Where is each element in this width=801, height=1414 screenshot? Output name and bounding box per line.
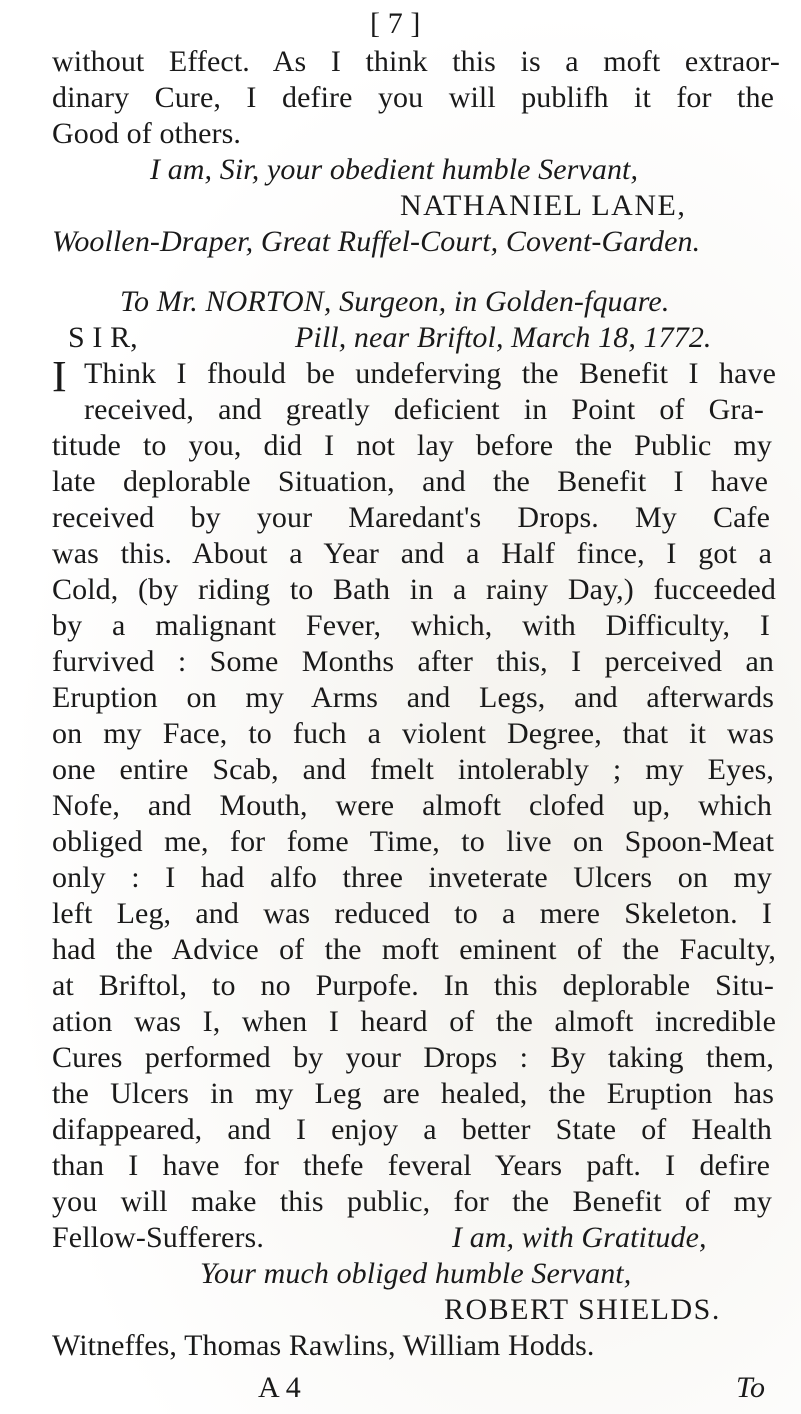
letter2-signer: ROBERT SHIELDS. [444, 1293, 721, 1326]
letter2-closing: Your much obliged humble Servant, [200, 1257, 632, 1290]
witnesses-line: Witneffes, Thomas Rawlins, William Hodds. [52, 1329, 595, 1362]
letter2-body-line-23: than I have for thefe feveral Years paft. I defire [52, 1149, 770, 1182]
letter2-body-line-22: difappeared, and I enjoy a better State of Health [52, 1113, 772, 1146]
letter2-last-line-start: Fellow-Sufferers. [52, 1221, 264, 1254]
letter2-salutation: S I R, [68, 321, 138, 354]
letter2-body-line-21: the Ulcers in my Leg are healed, the Eruption has [52, 1077, 774, 1110]
letter2-body-line-5: received by your Maredant's Drops. My Cafe [52, 501, 770, 534]
letter2-body-line-19: ation was I, when I heard of the almoft incredible [52, 1005, 776, 1038]
letter2-addressee: To Mr. NORTON, Surgeon, in Golden-fquare. [120, 285, 670, 318]
letter1-line-3: Good of others. [52, 117, 241, 150]
letter2-body-line-10: Eruption on my Arms and Legs, and afterwards [52, 681, 774, 714]
letter2-body-line-1: Think I fhould be undeferving the Benefit I have [84, 357, 776, 390]
letter2-body-line-20: Cures performed by your Drops : By taking them, [52, 1041, 774, 1074]
letter1-signer: NATHANIEL LANE, [400, 189, 687, 222]
letter2-body-line-16: left Leg, and was reduced to a mere Skeleton. I [52, 897, 772, 930]
letter2-body-line-15: only : I had alfo three inveterate Ulcers on my [52, 861, 772, 894]
letter2-body-line-11: on my Face, to fuch a violent Degree, that it was [52, 717, 774, 750]
letter1-line-2: dinary Cure, I defire you will publifh it for the [52, 81, 774, 114]
letter2-body-line-7: Cold, (by riding to Bath in a rainy Day,) fucceeded [52, 573, 776, 606]
letter2-body-line-17: had the Advice of the moft eminent of the Faculty, [52, 933, 776, 966]
letter2-place-date: Pill, near Briftol, March 18, 1772. [295, 321, 712, 354]
letter2-body-line-2: received, and greatly deficient in Point of Gra- [84, 393, 764, 426]
signature-mark: A 4 [258, 1371, 301, 1404]
letter2-body-line-9: furvived : Some Months after this, I perceived an [52, 645, 774, 678]
letter2-body-line-24: you will make this public, for the Benefit of my [52, 1185, 772, 1218]
letter2-body-line-18: at Briftol, to no Purpofe. In this deplorable Situ- [52, 969, 774, 1002]
letter2-body-line-14: obliged me, for fome Time, to live on Spoon-Meat [52, 825, 774, 858]
letter1-address: Woollen-Draper, Great Ruffel-Court, Covent-Garden. [52, 225, 701, 258]
letter1-closing: I am, Sir, your obedient humble Servant, [150, 153, 639, 186]
letter1-line-1: without Effect. As I think this is a moft extraor- [52, 45, 780, 78]
letter2-body-line-13: Nofe, and Mouth, were almoft clofed up, which [52, 789, 772, 822]
page-number: [ 7 ] [370, 7, 421, 40]
letter2-body-line-4: late deplorable Situation, and the Benefit I have [52, 465, 768, 498]
letter2-body-line-3: titude to you, did I not lay before the Public my [52, 429, 772, 462]
letter2-body-line-6: was this. About a Year and a Half fince, I got a [52, 537, 772, 570]
catchword: To [736, 1371, 766, 1404]
letter2-body-line-12: one entire Scab, and fmelt intolerably ; my Eyes, [52, 753, 774, 786]
letter2-last-line-end: I am, with Gratitude, [452, 1221, 707, 1254]
drop-cap: I [52, 352, 67, 401]
letter2-body-line-8: by a malignant Fever, which, with Difficulty, I [52, 609, 770, 642]
